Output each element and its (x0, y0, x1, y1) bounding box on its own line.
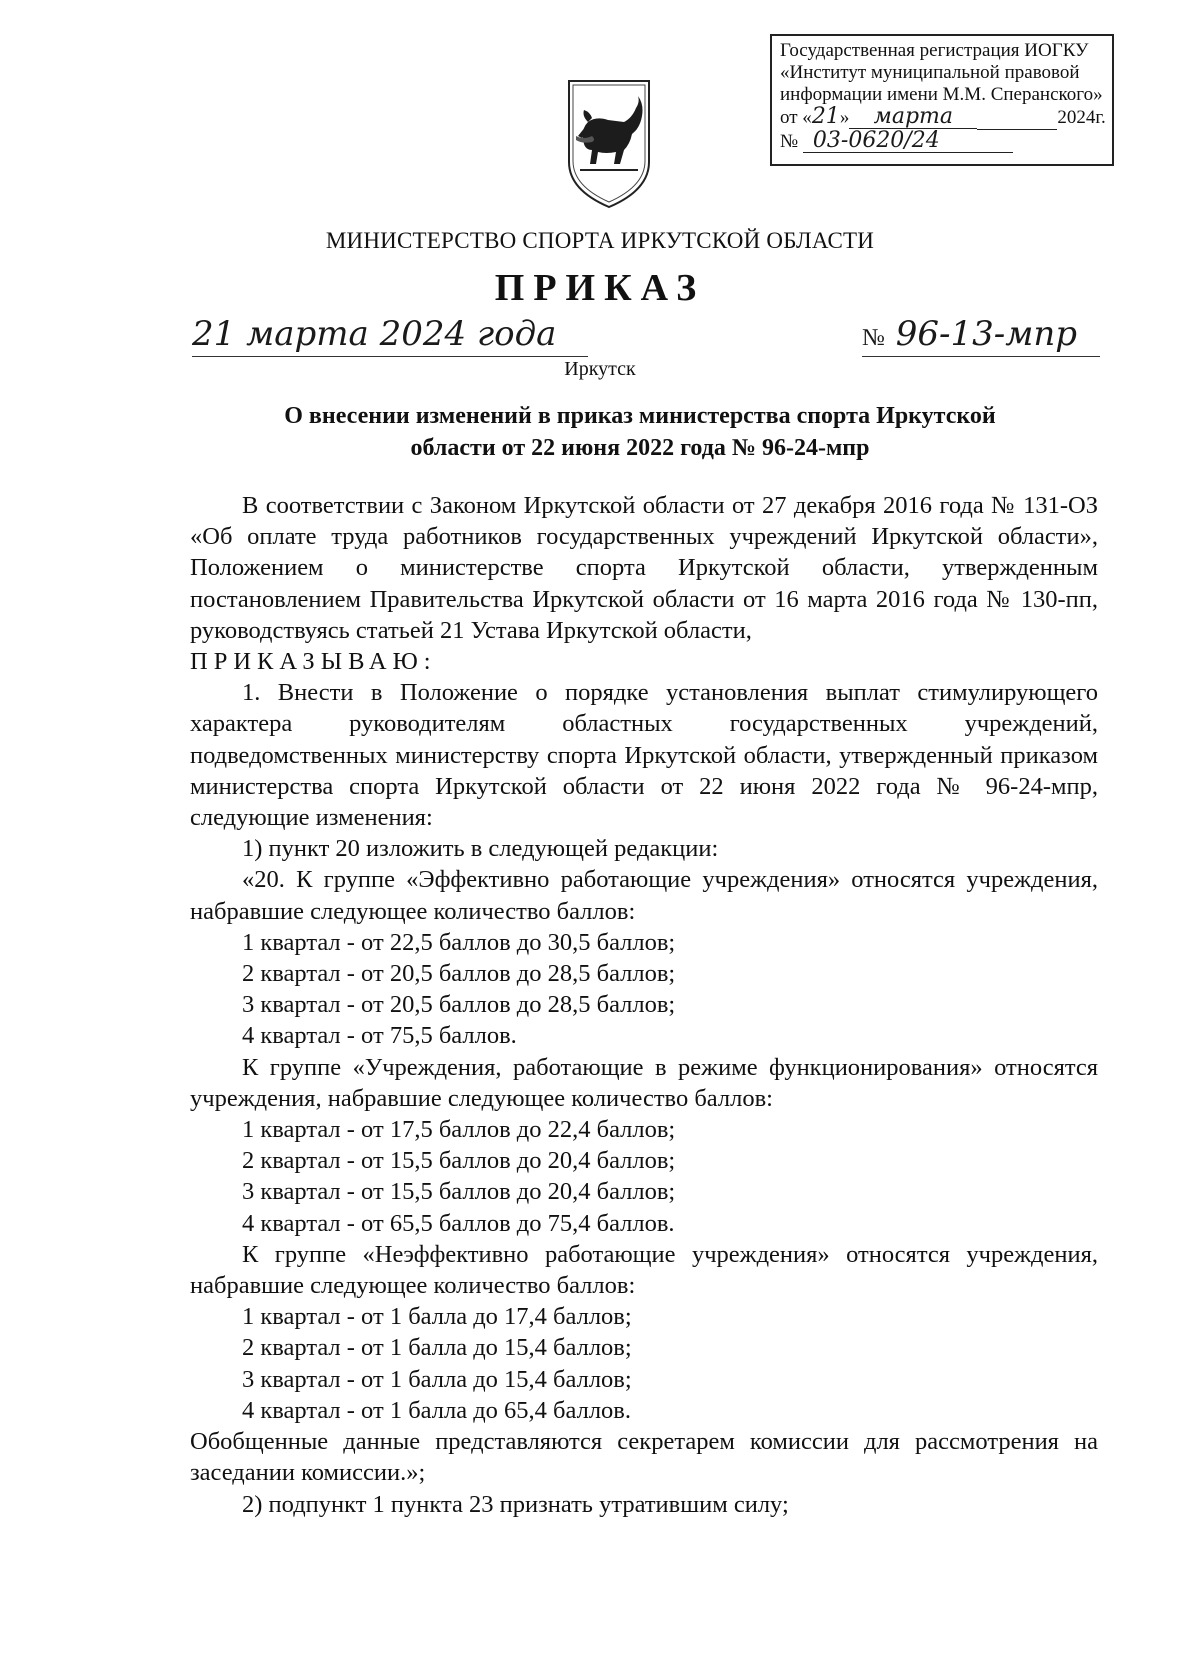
order-number-underline (862, 356, 1100, 357)
signature-date-underline (192, 356, 588, 357)
stamp-line-2: «Институт муниципальной правовой (780, 62, 1080, 83)
item-1-paragraph: 1. Внести в Положение о порядке установления выплат стимулирующего характера руководителям областных государственных учреждений, подведомственных министерству спорта Иркутской области, утвержденный приказом министерства спорта Иркутской области от 22 июня 2022 года № 96-24-мпр, следующие изменения: (190, 679, 1098, 832)
stamp-line-1: Государственная регистрация ИОГКУ (780, 40, 1089, 61)
ministry-name: МИНИСТЕРСТВО СПОРТА ИРКУТСКОЙ ОБЛАСТИ (325, 228, 875, 253)
stamp-date-suffix: г. (1095, 107, 1106, 128)
group-3-intro: К группе «Неэффективно работающие учреждения» относятся учреждения, набравшие следующее количество баллов: (190, 1240, 1098, 1300)
order-body (190, 490, 1098, 1520)
registration-stamp (770, 34, 1114, 166)
list-item: 2 квартал - от 15,5 баллов до 20,4 баллов; (242, 1147, 676, 1175)
city: Иркутск (564, 358, 636, 380)
stamp-date-mid: » (839, 107, 850, 128)
list-item: 3 квартал - от 15,5 баллов до 20,4 баллов; (242, 1178, 676, 1206)
stamp-year-line (977, 107, 1057, 130)
list-item: 3 квартал - от 1 балла до 15,4 баллов; (242, 1365, 632, 1393)
signature-date-text: 21 марта 2024 года (192, 314, 557, 354)
list-item: 3 квартал - от 20,5 баллов до 28,5 баллов; (242, 991, 676, 1019)
stamp-date-row (780, 106, 1104, 130)
preamble-paragraph: В соответствии с Законом Иркутской области от 27 декабря 2016 года № 131-ОЗ «Об оплате труда работников государственных учреждений Иркутской области», Положением о министерстве спорта Иркутской области, утвержденным постановлением Правительства Иркутской области от 16 марта 2016 года № 130-пп, руководствуясь статьей 21 Устава Иркутской области, (190, 492, 1098, 644)
subitem-1: 1) пункт 20 изложить в следующей редакции: (242, 835, 719, 863)
subitem-2: 2) подпункт 1 пункта 23 признать утратившим силу; (242, 1490, 789, 1518)
summary-paragraph: Обобщенные данные представляются секретарем комиссии для рассмотрения на заседании комиссии.»; (190, 1428, 1098, 1487)
stamp-date-day: 21 (811, 104, 840, 129)
order-number-label: № (862, 325, 885, 351)
list-item: 1 квартал - от 1 балла до 17,4 баллов; (242, 1303, 632, 1331)
order-subject (180, 400, 1100, 464)
list-item: 1 квартал - от 17,5 баллов до 22,4 баллов; (242, 1116, 676, 1144)
list-item: 2 квартал - от 20,5 баллов до 28,5 баллов; (242, 960, 676, 988)
order-number (862, 314, 1077, 354)
coat-of-arms-icon (566, 78, 652, 210)
order-subject-line-1: О внесении изменений в приказ министерства спорта Иркутской (284, 403, 996, 429)
group-2-intro: К группе «Учреждения, работающие в режиме функционирования» относятся учреждения, набравшие следующее количество баллов: (190, 1053, 1098, 1112)
stamp-number-row (780, 130, 1104, 153)
document-type-title: ПРИКАЗ (494, 267, 706, 309)
stamp-number-label: № (780, 131, 799, 152)
list-item: 2 квартал - от 1 балла до 15,4 баллов; (242, 1334, 632, 1362)
group-1-intro: «20. К группе «Эффективно работающие учреждения» относятся учреждения, набравшие следующее количество баллов: (190, 866, 1098, 925)
order-word: ПРИКАЗЫВАЮ: (190, 648, 437, 676)
stamp-date-year: 2024 (1057, 107, 1096, 128)
stamp-number-value: 03-0620/24 (803, 130, 1013, 153)
stamp-line-3: информации имени М.М. Сперанского» (780, 84, 1103, 105)
list-item: 4 квартал - от 1 балла до 65,4 баллов. (242, 1396, 631, 1424)
list-item: 4 квартал - от 65,5 баллов до 75,4 баллов. (242, 1209, 675, 1237)
order-subject-line-2: области от 22 июня 2022 года № 96-24-мпр (410, 435, 870, 461)
stamp-date-month: марта (849, 106, 977, 129)
list-item: 1 квартал - от 22,5 баллов до 30,5 баллов; (242, 928, 676, 956)
list-item: 4 квартал - от 75,5 баллов. (242, 1022, 517, 1050)
order-number-value: 96-13-мпр (895, 314, 1078, 354)
signature-date (192, 314, 556, 354)
stamp-date-prefix: от « (780, 107, 812, 128)
